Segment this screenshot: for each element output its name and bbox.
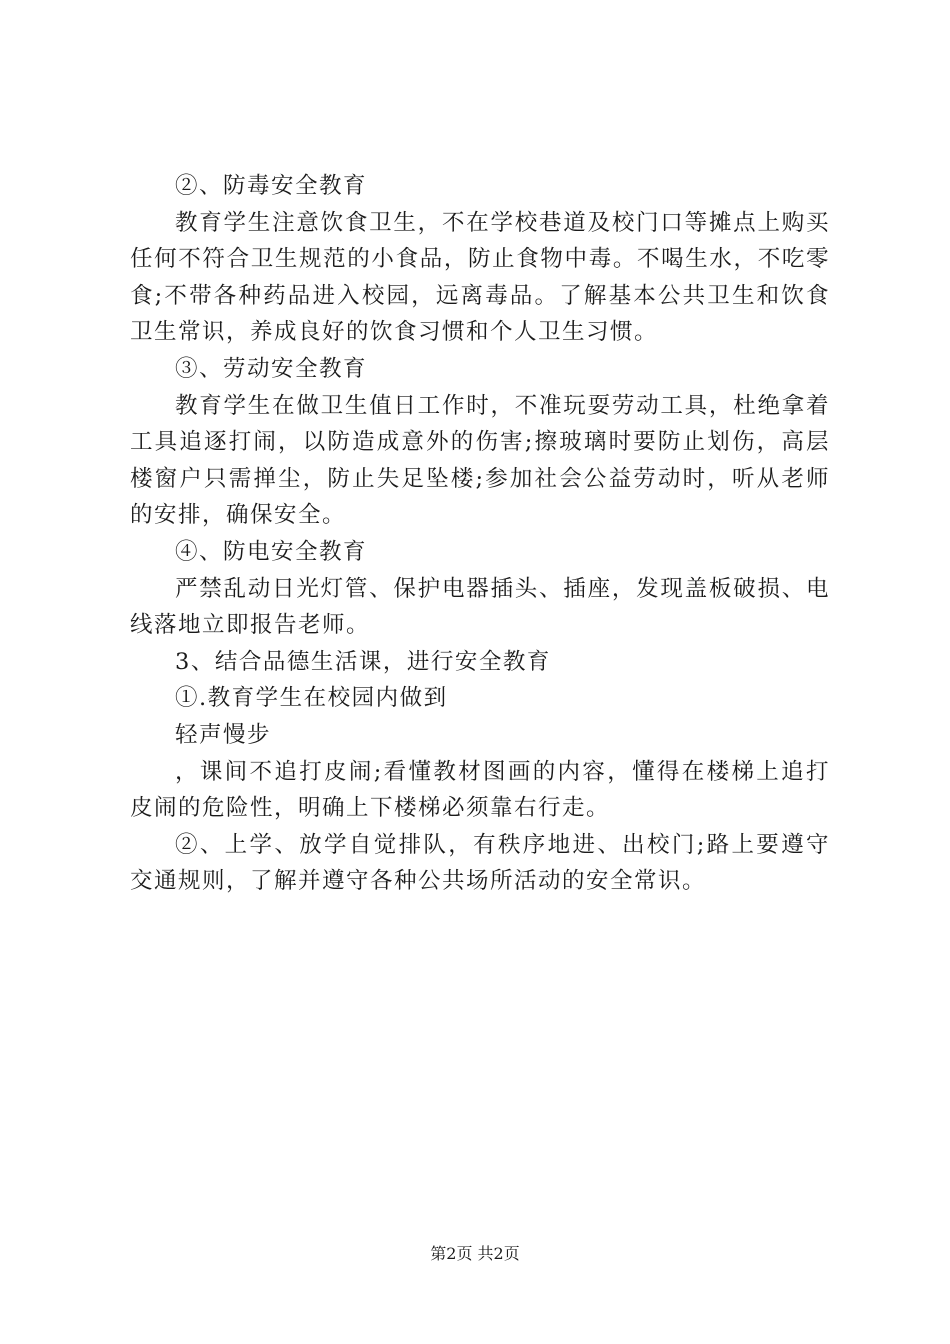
page-footer	[0, 1244, 950, 1264]
paragraph-poison-safety: 教育学生注意饮食卫生，不在学校巷道及校门口等摊点上购买任何不符合卫生规范的小食品，防止食物中毒。不喝生水，不吃零食;不带各种药品进入校园，远离毒品。了解基本公共卫生和饮食卫生常识，养成良好的饮食习惯和个人卫生习惯。	[130, 209, 830, 346]
document-body	[130, 168, 830, 900]
section-heading-moral-class: 3、结合品德生活课，进行安全教育	[175, 648, 551, 675]
page-number-label: 第2页 共2页	[430, 1244, 520, 1263]
section-heading-labor-safety: ③、劳动安全教育	[175, 355, 368, 382]
paragraph-labor-safety: 教育学生在做卫生值日工作时，不准玩耍劳动工具，杜绝拿着工具追逐打闹，以防造成意外的伤害;擦玻璃时要防止划伤，高层楼窗户只需掸尘，防止失足坠楼;参加社会公益劳动时，听从老师的安排，确保安全。	[130, 392, 830, 529]
section-heading-electric-safety: ④、防电安全教育	[175, 538, 368, 565]
list-item-campus-behavior: ①.教育学生在校园内做到	[175, 685, 448, 712]
paragraph-traffic-safety: ②、上学、放学自觉排队，有秩序地进、出校门;路上要遵守交通规则，了解并遵守各种公共场所活动的安全常识。	[130, 831, 830, 895]
paragraph-stairs-safety: ，课间不追打皮闹;看懂教材图画的内容，懂得在楼梯上追打皮闹的危险性，明确上下楼梯必须靠右行走。	[130, 758, 830, 822]
section-heading-poison-safety: ②、防毒安全教育	[175, 173, 368, 199]
paragraph-electric-safety: 严禁乱动日光灯管、保护电器插头、插座，发现盖板破损、电线落地立即报告老师。	[130, 575, 830, 639]
list-item-quiet-walking: 轻声慢步	[175, 721, 272, 748]
